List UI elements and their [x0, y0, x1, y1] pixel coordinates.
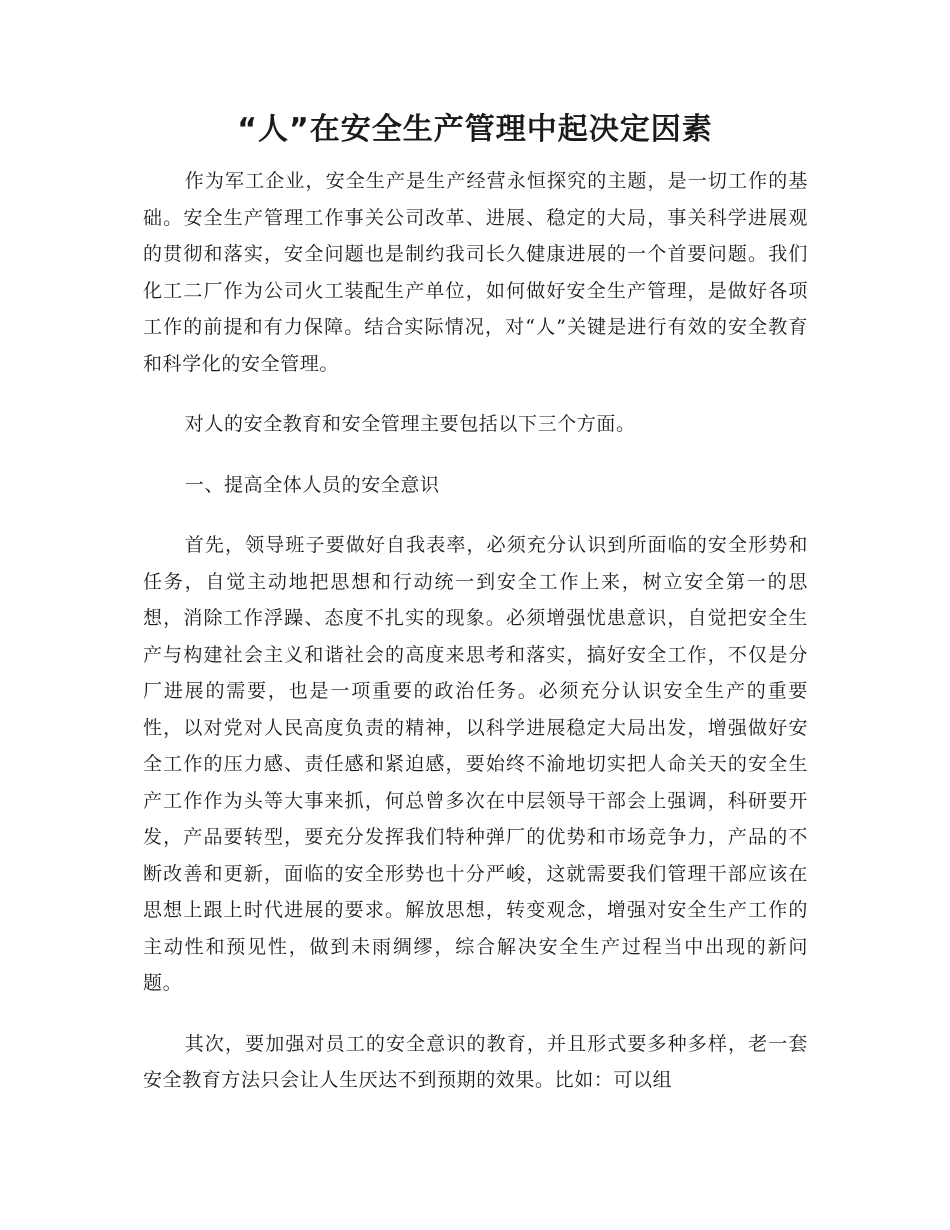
- document-body: [143, 163, 808, 1099]
- paragraph-overview: 对人的安全教育和安全管理主要包括以下三个方面。: [184, 413, 636, 435]
- section-heading-1: 一、提高全体人员的安全意识: [184, 473, 440, 496]
- paragraph-first: 首先，领导班子要做好自我表率，必须充分认识到所面临的安全形势和任务，自觉主动地把思想和行动统一到安全工作上来，树立安全第一的思想，消除工作浮躁、态度不扎实的现象。必须增强忧患意识，自觉把安全生产与构建社会主义和谐社会的高度来思考和落实，搞好安全工作，不仅是分厂进展的需要，也是一项重要的政治任务。必须充分认识安全生产的重要性，以对党对人民高度负责的精神，以科学进展稳定大局出发，增强做好安全工作的压力感、责任感和紧迫感，要始终不渝地切实把人命关天的安全生产工作作为头等大事来抓，何总曾多次在中层领导干部会上强调，科研要开发，产品要转型，要充分发挥我们特种弹厂的优势和市场竞争力，产品的不断改善和更新，面临的安全形势也十分严峻，这就需要我们管理干部应该在思想上跟上时代进展的要求。解放思想，转变观念，增强对安全生产工作的主动性和预见性，做到未雨绸缪，综合解决安全生产过程当中出现的新问题。: [143, 534, 808, 994]
- paragraph-intro: 作为军工企业，安全生产是生产经营永恒探究的主题，是一切工作的基础。安全生产管理工作事关公司改革、进展、稳定的大局，事关科学进展观的贯彻和落实，安全问题也是制约我司长久健康进展的一个首要问题。我们化工二厂作为公司火工装配生产单位，如何做好安全生产管理，是做好各项工作的前提和有力保障。结合实际情况，对“人”关键是进行有效的安全教育和科学化的安全管理。: [143, 170, 808, 375]
- paragraph-second: 其次，要加强对员工的安全意识的教育，并且形式要多种多样，老一套安全教育方法只会让人生厌达不到预期的效果。比如：可以组: [143, 1032, 808, 1091]
- document-title: “人”在安全生产管理中起决定因素: [237, 112, 713, 147]
